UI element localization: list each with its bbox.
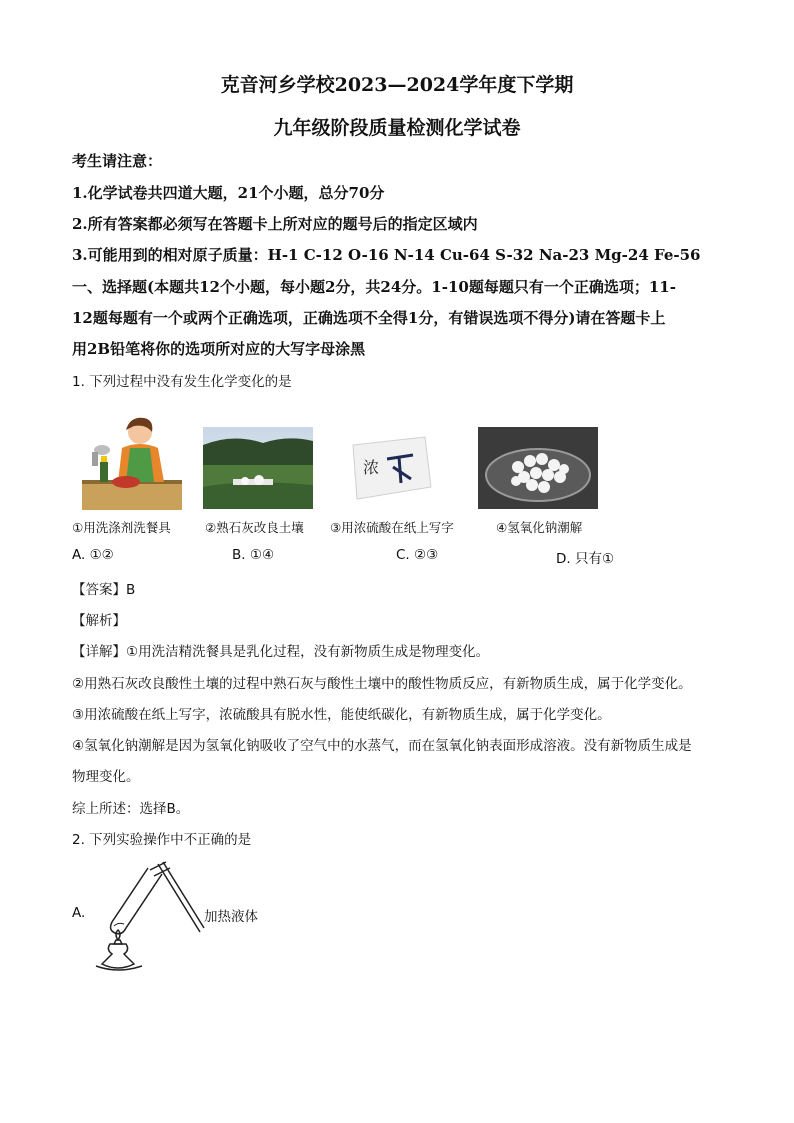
caption-1: ①用洗涤剂洗餐具 — [72, 520, 171, 535]
option-c: C. ②③ — [396, 547, 439, 563]
sodium-hydroxide-photo — [478, 427, 598, 509]
option-a: A. ①② — [72, 547, 114, 563]
page-title: 克音河乡学校2023—2024学年度下学期 — [220, 74, 574, 96]
option-b: B. ①④ — [232, 547, 275, 563]
notice-heading: 考生请注意： — [72, 152, 163, 170]
question-2-stem: 2. 下列实验操作中不正确的是 — [72, 832, 252, 848]
section-heading-line-2: 12题每题有一个或两个正确选项，正确选项不全得1分，有错误选项不得分)请在答题卡上 — [72, 309, 666, 327]
detail-line-5: 物理变化。 — [72, 769, 140, 785]
notice-item-3: 3.可能用到的相对原子质量：H-1 C-12 O-16 N-14 Cu-64 S-32 Na-23 Mg-24 Fe-56 — [72, 246, 701, 264]
section-heading-line-1: 一、选择题(本题共12个小题，每小题2分，共24分。1-10题每题只有一个正确选项；11- — [72, 278, 676, 296]
lime-soil-photo — [203, 427, 313, 509]
question-2-option-a-label: A. — [72, 905, 86, 921]
caption-3: ③用浓硫酸在纸上写字 — [330, 520, 454, 535]
caption-2: ②熟石灰改良土壤 — [205, 520, 304, 535]
notice-item-1: 1.化学试卷共四道大题，21个小题，总分70分 — [72, 184, 385, 202]
dishwashing-illustration — [82, 410, 182, 510]
question-1-stem: 1. 下列过程中没有发生化学变化的是 — [72, 374, 292, 390]
acid-paper-photo — [335, 427, 437, 509]
question-2-option-a-text: 加热液体 — [204, 909, 258, 925]
detail-line-4: ④氢氧化钠潮解是因为氢氧化钠吸收了空气中的水蒸气，而在氢氧化钠表面形成溶液。没有新物质生成是 — [72, 738, 692, 754]
option-d: D. 只有① — [556, 551, 615, 567]
detail-line-2: ②用熟石灰改良酸性土壤的过程中熟石灰与酸性土壤中的酸性物质反应，有新物质生成，属于化学变化。 — [72, 676, 692, 692]
detail-line-3: ③用浓硫酸在纸上写字，浓硫酸具有脱水性，能使纸碳化，有新物质生成，属于化学变化。 — [72, 707, 611, 723]
page-subtitle: 九年级阶段质量检测化学试卷 — [273, 117, 521, 139]
paper-writing: 浓 — [363, 458, 380, 477]
section-heading-line-3: 用2B铅笔将你的选项所对应的大写字母涂黑 — [72, 340, 366, 358]
caption-4: ④氢氧化钠潮解 — [496, 520, 583, 535]
notice-item-2: 2.所有答案都必须写在答题卡上所对应的题号后的指定区域内 — [72, 215, 478, 233]
analysis-label: 【解析】 — [72, 613, 126, 629]
detail-line-6: 综上所述：选择B。 — [72, 801, 190, 817]
detail-line-1: 【详解】①用洗洁精洗餐具是乳化过程，没有新物质生成是物理变化。 — [72, 644, 490, 660]
heating-liquid-diagram — [88, 860, 208, 972]
answer: 【答案】B — [72, 582, 136, 598]
